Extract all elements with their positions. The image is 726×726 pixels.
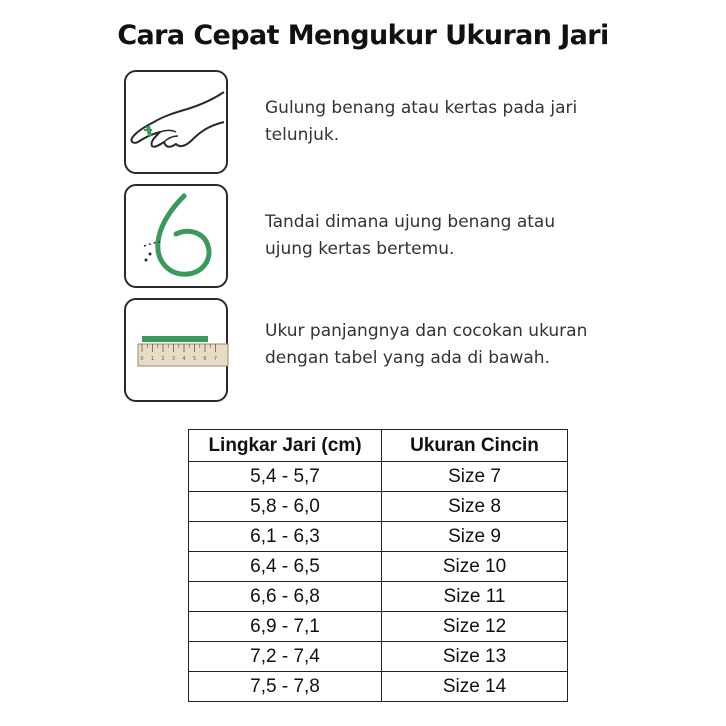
ring-size-cell: Size 7 <box>382 462 568 492</box>
step-1-icon-frame <box>124 70 228 174</box>
ring-size-table <box>188 429 568 702</box>
step-2-line-1: Tandai dimana ujung benang atau <box>265 212 556 232</box>
circumference-cell: 5,4 - 5,7 <box>189 462 382 492</box>
ring-size-cell: Size 9 <box>382 522 568 552</box>
ruler-tick-label: 3 <box>171 356 176 362</box>
step-1 <box>124 70 684 180</box>
step-3-line-1: Ukur panjangnya dan cocokan ukuran <box>265 321 588 341</box>
ring-size-cell: Size 14 <box>382 672 568 702</box>
ruler-tick-label: 7 <box>213 356 218 362</box>
hand-finger-icon <box>126 72 230 176</box>
table-row <box>189 462 568 492</box>
table-header-row <box>189 430 568 462</box>
circumference-cell: 5,8 - 6,0 <box>189 492 382 522</box>
column-header-ring-size: Ukuran Cincin <box>382 430 568 462</box>
ring-size-cell: Size 10 <box>382 552 568 582</box>
ruler-tick-label: 6 <box>203 356 207 362</box>
ruler-tick-label: 1 <box>150 356 155 362</box>
circumference-cell: 6,4 - 6,5 <box>189 552 382 582</box>
table-row <box>189 612 568 642</box>
ring-size-cell: Size 12 <box>382 612 568 642</box>
table-row <box>189 672 568 702</box>
step-1-line-2: telunjuk. <box>265 125 340 145</box>
string-loop-icon <box>126 186 230 290</box>
ruler-tick-label: 0 <box>140 356 144 362</box>
table-row <box>189 492 568 522</box>
ruler-tick-label: 4 <box>182 356 186 362</box>
table-row <box>189 522 568 552</box>
ruler-tick-label: 2 <box>161 356 165 362</box>
ring-size-cell: Size 8 <box>382 492 568 522</box>
column-header-circumference: Lingkar Jari (cm) <box>189 430 382 462</box>
step-3-text <box>265 318 705 372</box>
step-2-icon-frame <box>124 184 228 288</box>
step-1-line-1: Gulung benang atau kertas pada jari <box>265 98 578 118</box>
step-2-line-2: ujung kertas bertemu. <box>265 239 455 259</box>
measured-strip <box>142 336 208 342</box>
circumference-cell: 6,9 - 7,1 <box>189 612 382 642</box>
circumference-cell: 7,2 - 7,4 <box>189 642 382 672</box>
step-3-line-2: dengan tabel yang ada di bawah. <box>265 348 550 368</box>
ring-size-cell: Size 13 <box>382 642 568 672</box>
step-2-text <box>265 209 705 263</box>
table-row <box>189 582 568 612</box>
table-row <box>189 642 568 672</box>
circumference-cell: 7,5 - 7,8 <box>189 672 382 702</box>
table-row <box>189 552 568 582</box>
step-2 <box>124 184 684 294</box>
ring-size-cell: Size 11 <box>382 582 568 612</box>
page-title: Cara Cepat Mengukur Ukuran Jari <box>117 20 609 51</box>
ruler-tick-label: 5 <box>192 356 197 362</box>
step-3-icon-frame <box>124 298 228 402</box>
ruler-body <box>138 344 228 366</box>
step-1-text <box>265 95 705 149</box>
circumference-cell: 6,1 - 6,3 <box>189 522 382 552</box>
ruler-icon <box>126 300 230 404</box>
circumference-cell: 6,6 - 6,8 <box>189 582 382 612</box>
step-3 <box>124 298 684 408</box>
